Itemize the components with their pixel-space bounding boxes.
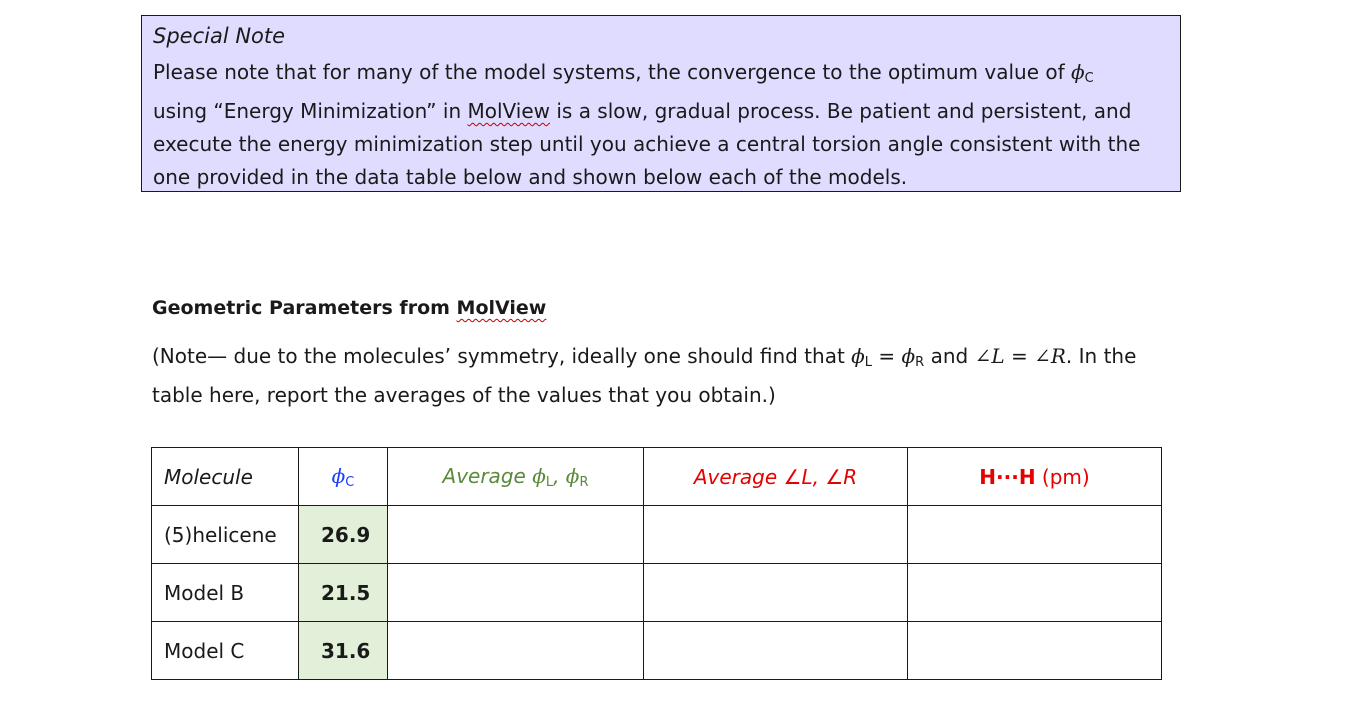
avg-phi-input-cell[interactable] bbox=[388, 564, 644, 622]
angle-r: ∠R bbox=[1034, 344, 1066, 368]
phi-r-symbol: ϕ bbox=[901, 344, 916, 368]
header-average-phi bbox=[388, 448, 644, 506]
phi-c-symbol: ϕ bbox=[1071, 60, 1085, 84]
header-avg-phi-r: ϕ bbox=[565, 463, 580, 488]
equals-1: = bbox=[872, 344, 902, 368]
header-molecule: Molecule bbox=[152, 448, 299, 506]
phi-c-value: 26.9 bbox=[299, 506, 388, 564]
avg-angle-input-cell[interactable] bbox=[644, 506, 908, 564]
and-text: and bbox=[924, 344, 975, 368]
section-heading bbox=[152, 294, 546, 322]
table-row bbox=[152, 622, 1162, 680]
hh-input-cell[interactable] bbox=[908, 564, 1162, 622]
phi-c-value: 31.6 bbox=[299, 622, 388, 680]
paren-text-2: . In the table here, report the averages of the values that you obtain.) bbox=[152, 344, 1137, 407]
avg-angle-input-cell[interactable] bbox=[644, 564, 908, 622]
avg-angle-input-cell[interactable] bbox=[644, 622, 908, 680]
heading-molview: MolView bbox=[456, 297, 547, 319]
header-avg-phi-sep: , bbox=[553, 463, 566, 488]
phi-r-subscript: R bbox=[915, 355, 925, 370]
special-note-box bbox=[141, 15, 1181, 192]
equals-2: = bbox=[1004, 344, 1035, 368]
header-avg-phi-l-sub: L bbox=[545, 474, 554, 490]
note-text-1: Please note that for many of the model systems, the convergence to the optimum value of bbox=[153, 60, 1071, 84]
molview-term: MolView bbox=[467, 99, 550, 123]
molecule-cell: (5)helicene bbox=[152, 506, 299, 564]
header-avg-phi-r-sub: R bbox=[579, 474, 589, 490]
phi-c-subscript: C bbox=[1084, 71, 1094, 86]
table-row bbox=[152, 564, 1162, 622]
header-hh-bold: H···H bbox=[979, 464, 1036, 489]
heading-text: Geometric Parameters from bbox=[152, 297, 457, 319]
hh-input-cell[interactable] bbox=[908, 506, 1162, 564]
header-avg-phi-l: ϕ bbox=[532, 463, 546, 488]
header-phi-c bbox=[299, 448, 388, 506]
header-average-angle: Average ∠L, ∠R bbox=[644, 448, 908, 506]
table-header-row bbox=[152, 448, 1162, 506]
phi-c-value: 21.5 bbox=[299, 564, 388, 622]
hh-input-cell[interactable] bbox=[908, 622, 1162, 680]
angle-l: ∠L bbox=[974, 344, 1005, 368]
header-avg-phi-prefix: Average bbox=[442, 463, 533, 488]
avg-phi-input-cell[interactable] bbox=[388, 622, 644, 680]
note-title: Special Note bbox=[153, 24, 286, 48]
phi-l-symbol: ϕ bbox=[851, 344, 865, 368]
molecule-cell: Model C bbox=[152, 622, 299, 680]
paren-text-1: (Note— due to the molecules’ symmetry, ideally one should find that bbox=[152, 344, 852, 368]
header-hh-distance bbox=[908, 448, 1162, 506]
header-phi-c-subscript: C bbox=[345, 474, 355, 490]
avg-phi-input-cell[interactable] bbox=[388, 506, 644, 564]
note-text-2: using “Energy Minimization” in bbox=[153, 99, 468, 123]
molecule-cell: Model B bbox=[152, 564, 299, 622]
geometric-parameters-table bbox=[151, 447, 1162, 680]
symmetry-note bbox=[152, 340, 1152, 412]
note-body bbox=[153, 56, 1170, 194]
note-text-3: is a slow, gradual process. Be patient and persistent, and execute the energy minimization step until you achieve a central torsion angle consistent with the one provided in the data table below and shown below each of the models. bbox=[153, 99, 1141, 189]
header-phi-c-symbol: ϕ bbox=[331, 463, 346, 488]
table-row bbox=[152, 506, 1162, 564]
phi-l-subscript: L bbox=[864, 355, 873, 370]
header-hh-unit: (pm) bbox=[1035, 464, 1090, 489]
